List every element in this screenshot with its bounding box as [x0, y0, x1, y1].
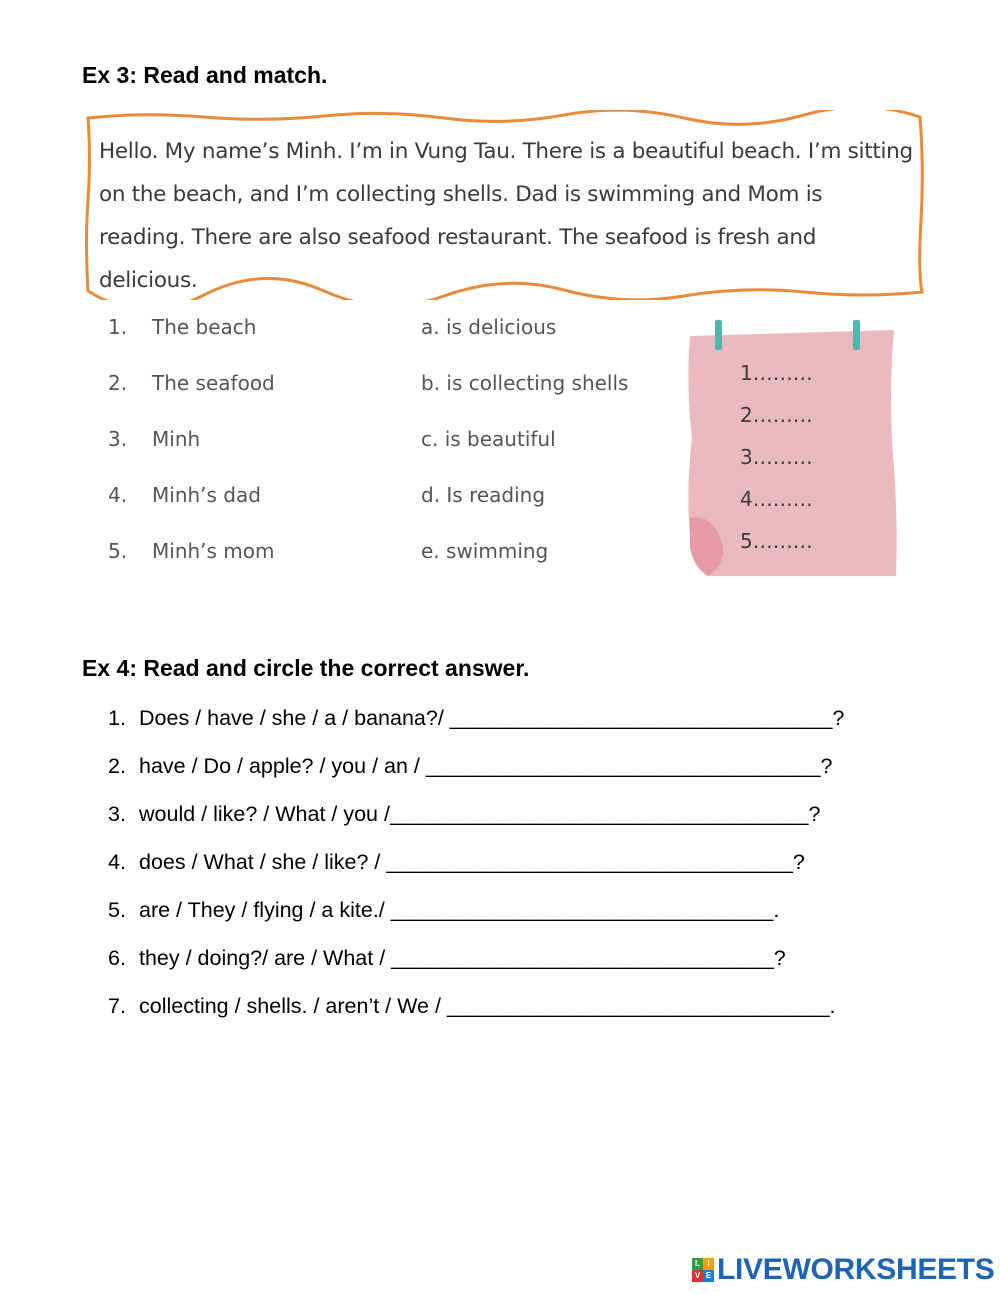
exercise-3-title: Ex 3: Read and match.: [82, 62, 328, 88]
item-text[interactable]: would / like? / What / you /___________________________________?: [139, 802, 821, 826]
answer-note-card: [682, 318, 902, 580]
subject-number: 2.: [108, 371, 128, 395]
answer-slot[interactable]: 4………: [740, 487, 813, 511]
logo-letter: I: [703, 1258, 714, 1270]
item-number: 1.: [108, 706, 126, 730]
item-number: 7.: [108, 994, 126, 1018]
item-text[interactable]: collecting / shells. / aren’t / We / ________________________________.: [139, 994, 836, 1018]
subject-text: Minh: [152, 427, 201, 451]
exercise-4-list: [108, 702, 844, 1038]
predicate-text: b. is collecting shells: [421, 371, 629, 395]
subject-number: 4.: [108, 483, 128, 507]
logo-letter: E: [703, 1270, 714, 1282]
item-text[interactable]: does / What / she / like? / __________________________________?: [139, 850, 805, 874]
logo-text: LIVEWORKSHEETS: [717, 1253, 995, 1286]
item-number: 3.: [108, 802, 126, 826]
logo-letter: V: [692, 1270, 703, 1282]
logo-letter: L: [692, 1258, 703, 1270]
item-number: 6.: [108, 946, 126, 970]
answer-slot[interactable]: 2………: [740, 403, 813, 427]
item-number: 5.: [108, 898, 126, 922]
list-item: [108, 894, 844, 942]
item-text[interactable]: Does / have / she / a / banana?/ ________________________________?: [139, 706, 845, 730]
answer-slots: [740, 358, 813, 568]
liveworksheets-logo[interactable]: [692, 1253, 995, 1287]
item-number: 2.: [108, 754, 126, 778]
list-item: [108, 750, 844, 798]
item-number: 4.: [108, 850, 126, 874]
item-text[interactable]: are / They / flying / a kite./ ________________________________.: [139, 898, 780, 922]
answer-slot[interactable]: 3………: [740, 445, 813, 469]
subject-number: 5.: [108, 539, 128, 563]
logo-grid-icon: [692, 1258, 714, 1282]
passage-text: Hello. My name’s Minh. I’m in Vung Tau. There is a beautiful beach. I’m sitting on the beach, and I’m collecting shells. Dad is swimming and Mom is reading. There are also seafood restaurant. The seafood is fresh and delicious.: [99, 139, 913, 293]
list-item: [108, 798, 844, 846]
subject-text: The beach: [152, 315, 257, 339]
predicate-text: d. Is reading: [421, 483, 546, 507]
list-item: [108, 846, 844, 894]
item-text[interactable]: they / doing?/ are / What / ________________________________?: [139, 946, 786, 970]
list-item: [108, 702, 844, 750]
right-tape-icon: [853, 320, 860, 350]
item-text[interactable]: have / Do / apple? / you / an / _________________________________?: [139, 754, 833, 778]
list-item: [108, 990, 844, 1038]
list-item: [108, 942, 844, 990]
subject-text: The seafood: [152, 371, 275, 395]
subject-number: 1.: [108, 315, 128, 339]
subject-number: 3.: [108, 427, 128, 451]
subject-text: Minh’s mom: [152, 539, 275, 563]
left-tape-icon: [715, 320, 722, 350]
exercise-4-title: Ex 4: Read and circle the correct answer.: [82, 655, 530, 681]
predicate-text: e. swimming: [421, 539, 549, 563]
answer-slot[interactable]: 1………: [740, 361, 813, 385]
predicate-text: c. is beautiful: [421, 427, 556, 451]
subject-text: Minh’s dad: [152, 483, 261, 507]
predicate-text: a. is delicious: [421, 315, 557, 339]
reading-passage-box: [84, 110, 926, 300]
answer-slot[interactable]: 5………: [740, 529, 813, 553]
